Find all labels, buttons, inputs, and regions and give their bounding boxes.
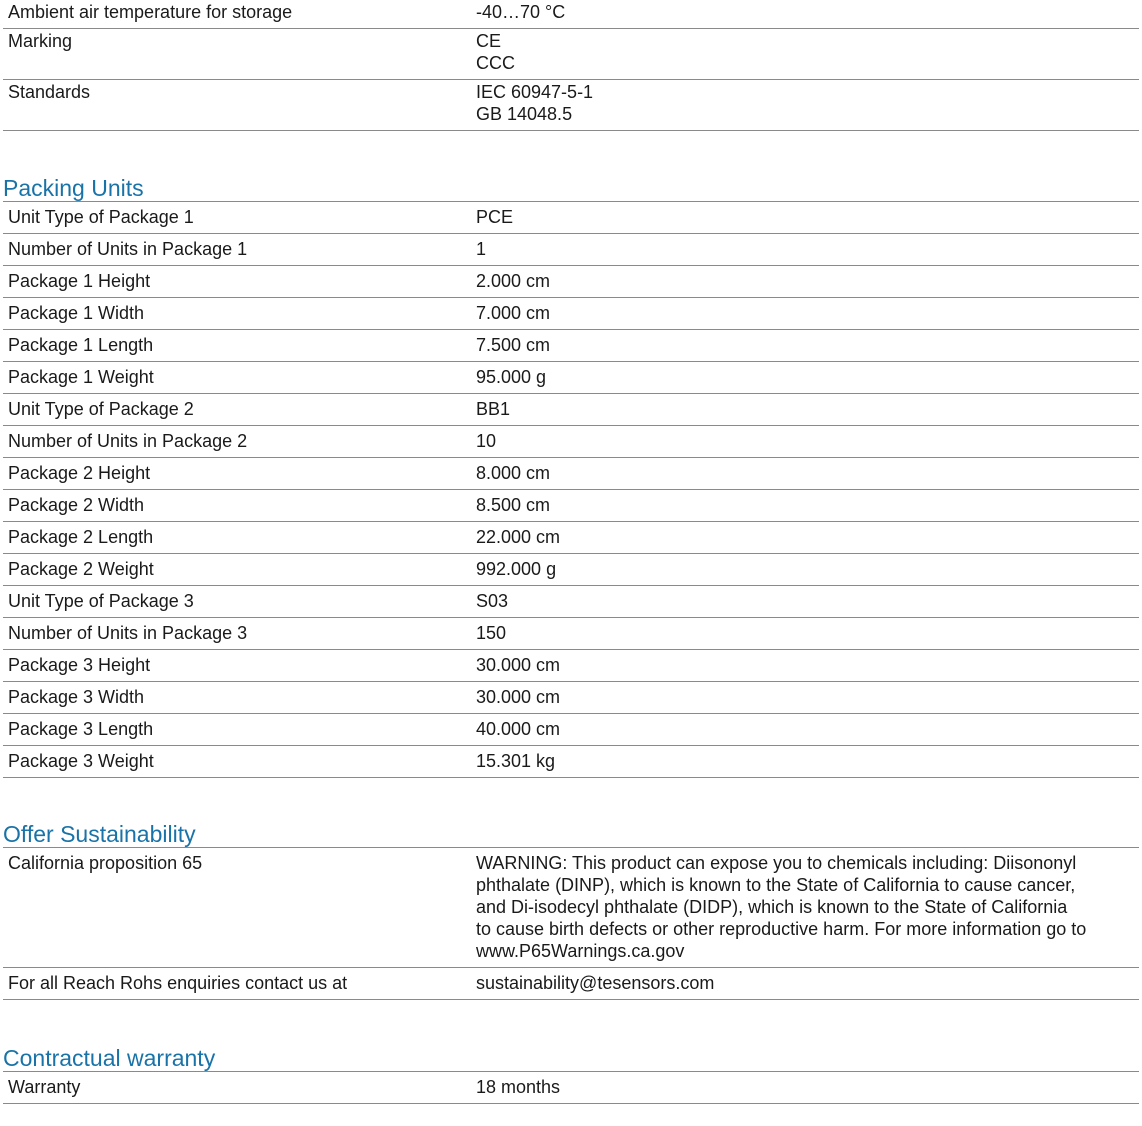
table-row <box>3 848 1139 968</box>
row-value: 22.000 cm <box>471 522 1139 554</box>
row-value: PCE <box>471 202 1139 234</box>
row-value: 2.000 cm <box>471 266 1139 298</box>
table-row <box>3 586 1139 618</box>
row-value: 7.500 cm <box>471 330 1139 362</box>
value-line: CCC <box>476 53 515 73</box>
warranty-table <box>3 1072 1139 1104</box>
row-value: 992.000 g <box>471 554 1139 586</box>
value-line: CE <box>476 31 502 51</box>
table-row <box>3 650 1139 682</box>
table-row <box>3 0 1139 29</box>
value-line: WARNING: This product can expose you to chemicals including: Diisononyl <box>476 853 1077 873</box>
table-row <box>3 266 1139 298</box>
spec-page <box>3 0 1139 1104</box>
value-line: GB 14048.5 <box>476 104 573 124</box>
row-label: Package 1 Weight <box>3 362 471 394</box>
row-label: Package 3 Weight <box>3 746 471 778</box>
row-label: Package 2 Weight <box>3 554 471 586</box>
table-row <box>3 234 1139 266</box>
packing-units-table <box>3 202 1139 778</box>
row-label: Package 3 Width <box>3 682 471 714</box>
row-label: Package 2 Width <box>3 490 471 522</box>
row-label: Package 3 Length <box>3 714 471 746</box>
row-label: Number of Units in Package 1 <box>3 234 471 266</box>
row-value <box>471 80 1139 131</box>
row-label: Number of Units in Package 2 <box>3 426 471 458</box>
table-row <box>3 80 1139 131</box>
table-row <box>3 1072 1139 1104</box>
row-label: Marking <box>3 29 471 80</box>
environment-table <box>3 0 1139 131</box>
table-row <box>3 202 1139 234</box>
table-row <box>3 554 1139 586</box>
section-title-offer-sustainability: Offer Sustainability <box>3 820 1139 848</box>
row-value: 150 <box>471 618 1139 650</box>
value-line: to cause birth defects or other reproductive harm. For more information go to <box>476 919 1087 939</box>
row-value: 30.000 cm <box>471 682 1139 714</box>
value-line: IEC 60947-5-1 <box>476 82 594 102</box>
table-row <box>3 968 1139 1000</box>
row-value <box>471 848 1139 968</box>
section-title-contractual-warranty: Contractual warranty <box>3 1044 1139 1072</box>
table-row <box>3 426 1139 458</box>
row-label: For all Reach Rohs enquiries contact us at <box>3 968 471 1000</box>
value-line: www.P65Warnings.ca.gov <box>476 941 685 961</box>
table-row <box>3 394 1139 426</box>
value-line: phthalate (DINP), which is known to the State of California to cause cancer, <box>476 875 1076 895</box>
row-value: 40.000 cm <box>471 714 1139 746</box>
row-value: 95.000 g <box>471 362 1139 394</box>
table-row <box>3 682 1139 714</box>
row-label: Unit Type of Package 3 <box>3 586 471 618</box>
table-row <box>3 298 1139 330</box>
row-label: Package 2 Length <box>3 522 471 554</box>
value-line: and Di-isodecyl phthalate (DIDP), which is known to the State of California <box>476 897 1068 917</box>
row-value: S03 <box>471 586 1139 618</box>
row-value <box>471 29 1139 80</box>
row-label: Unit Type of Package 1 <box>3 202 471 234</box>
row-value: 8.000 cm <box>471 458 1139 490</box>
row-label: Package 1 Width <box>3 298 471 330</box>
table-row <box>3 522 1139 554</box>
row-label: Package 3 Height <box>3 650 471 682</box>
row-label: California proposition 65 <box>3 848 471 968</box>
sustainability-table <box>3 848 1139 1000</box>
row-label: Standards <box>3 80 471 131</box>
value-line: -40…70 °C <box>476 2 566 22</box>
row-label: Package 2 Height <box>3 458 471 490</box>
row-value: BB1 <box>471 394 1139 426</box>
section-title-packing-units: Packing Units <box>3 174 1139 202</box>
row-value: 15.301 kg <box>471 746 1139 778</box>
row-label: Warranty <box>3 1072 471 1104</box>
table-row <box>3 714 1139 746</box>
row-value: 30.000 cm <box>471 650 1139 682</box>
row-value: 18 months <box>471 1072 1139 1104</box>
contact-email: sustainability@tesensors.com <box>476 973 715 993</box>
row-value <box>471 0 1139 29</box>
table-row <box>3 746 1139 778</box>
row-label: Package 1 Length <box>3 330 471 362</box>
row-label: Number of Units in Package 3 <box>3 618 471 650</box>
row-value: 7.000 cm <box>471 298 1139 330</box>
table-row <box>3 362 1139 394</box>
table-row <box>3 458 1139 490</box>
table-row <box>3 330 1139 362</box>
row-value: 1 <box>471 234 1139 266</box>
row-label: Package 1 Height <box>3 266 471 298</box>
row-value <box>471 968 1139 1000</box>
table-row <box>3 618 1139 650</box>
row-value: 8.500 cm <box>471 490 1139 522</box>
row-label: Unit Type of Package 2 <box>3 394 471 426</box>
table-row <box>3 29 1139 80</box>
table-row <box>3 490 1139 522</box>
row-value: 10 <box>471 426 1139 458</box>
row-label: Ambient air temperature for storage <box>3 0 471 29</box>
